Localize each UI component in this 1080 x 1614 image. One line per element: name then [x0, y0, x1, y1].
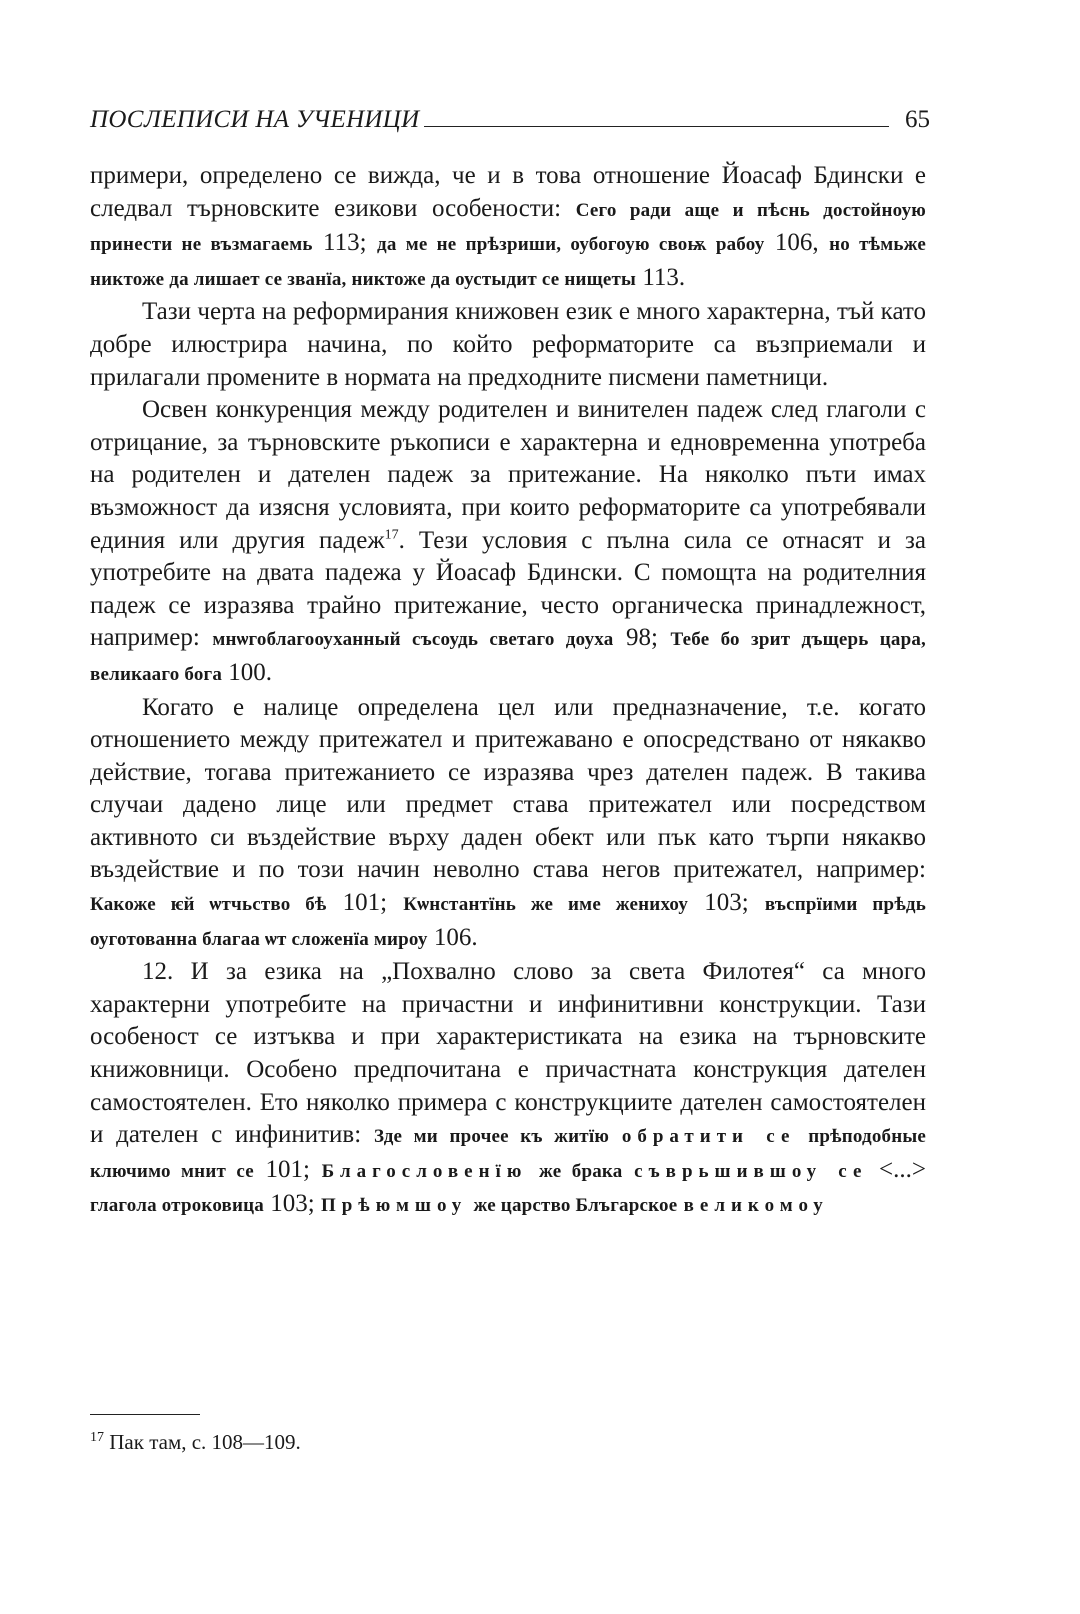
text: 101; [253, 1155, 322, 1183]
paragraph-2 [90, 296, 926, 394]
slavonic-quote-spaced: великомоу [683, 1195, 829, 1217]
text: Тази черта на реформирания книжовен език е много характерна, тъй като добре илюстрира начина, по който реформаторите са възприемали и прилагали промените в нормата на предходните писмени паметници. [90, 298, 926, 391]
page-number: 65 [905, 106, 930, 133]
slavonic-quote: Тебе бо зрит дъщерь цара, великааго бога [90, 629, 926, 685]
text: 106. [427, 923, 478, 951]
text: 106, [764, 229, 830, 257]
text: . Тези условия с пълна сила се отнасят и за употребите на двата падежа у Йоасаф Бдински. С помощта на родителния падеж се изразява трайно притежание, често органическа принадлежност, например: [90, 526, 926, 652]
footnote-number: 17 [90, 1430, 104, 1445]
running-header [90, 100, 930, 134]
footnote-text: Пак там, с. 108—109. [109, 1430, 301, 1454]
running-title: ПОСЛЕПИСИ НА УЧЕНИЦИ [90, 106, 420, 133]
paragraph-3 [90, 394, 926, 691]
text: примери, определено се вижда, че и в това отношение Йоасаф Бдински е следвал търновските езикови особености: [90, 162, 926, 222]
text: 113. [636, 263, 686, 291]
body-text [90, 160, 926, 1223]
footnote-rule [90, 1414, 200, 1415]
header-rule [424, 126, 890, 127]
text: 113; [312, 229, 378, 257]
text: 103; [264, 1190, 321, 1218]
slavonic-quote: прѣподобные ключимо мнит се [90, 1126, 927, 1182]
slavonic-quote: мнѡгоблагооуханный съсоудь светаго доуха [212, 629, 614, 651]
text: 12. И за езика на „Похвално слово за света Филотея“ са много характерни употребите на причастни и инфинитивни конструкции. Тази особеност се изтъква и при характеристиката на езика на търновските книжовници. Особено предпочитана е причастната конструкция дателен самостоятелен. Ето няколко примера с конструкциите дателен самостоятелен и дателен с инфинитив: [90, 958, 926, 1149]
slavonic-quote: Зде ми прочее къ житїю [373, 1126, 610, 1148]
slavonic-quote: но тѣмьже никтоже да лишает се званїа, никтоже да оустыдит се нищеты [90, 234, 927, 290]
slavonic-quote: Кѡнстантїнь же име женихоу [403, 894, 689, 916]
slavonic-quote: глагола отроковица [90, 1195, 264, 1217]
slavonic-quote: Сего ради аще и пѣснь достойноую принести не възмагаемь [90, 199, 926, 256]
footnote-ref[interactable]: 17 [384, 527, 399, 543]
slavonic-quote: Какоже ѥй ѡтчьство бѣ [90, 894, 327, 916]
slavonic-quote-spaced: съврьшившоу се [634, 1160, 868, 1182]
slavonic-quote-spaced: Прѣюмшоу [320, 1195, 468, 1217]
paragraph-5 [90, 956, 926, 1223]
text: 98; [613, 624, 671, 652]
text: Освен конкуренция между родителен и винителен падеж след глаголи с отрицание, за търновските ръкописи е характерна и едновременна употреба на родителен и дателен падеж за притежание. На няколко пъти имах възможност да изясня условията, при които реформаторите са употребявали единия или другия падеж [90, 396, 926, 554]
paragraph-4 [90, 692, 926, 957]
slavonic-quote: да ме не прѣзриши, оубогоую своѭ рабоу [377, 234, 765, 256]
slavonic-quote-spaced: обратити се [621, 1126, 796, 1148]
paragraph-1 [90, 160, 926, 296]
text: <...> [867, 1155, 927, 1183]
text: 100. [222, 658, 273, 686]
footnote [90, 1430, 301, 1455]
text: 103; [688, 889, 765, 917]
text: 101; [326, 889, 404, 917]
slavonic-quote: въспрїими прѣдь оуготованна благаа ѡт сложенїа мироу [90, 894, 926, 950]
slavonic-quote: же брака [539, 1160, 623, 1182]
slavonic-quote-spaced: Благословенїю [321, 1160, 528, 1182]
slavonic-quote: же царство Блъгарское [473, 1195, 678, 1217]
text: Когато е налице определена цел или предназначение, т.е. когато отношението между притежател и притежавано е опосредствано от някакво действие, тогава притежанието се изразява чрез дателен падеж. В такива случаи дадено лице или предмет става притежател или посредством активното си въздействие върху даден обект или пък като търпи някакво въздействие и по този начин неволно става негов притежател, например: [90, 693, 926, 884]
